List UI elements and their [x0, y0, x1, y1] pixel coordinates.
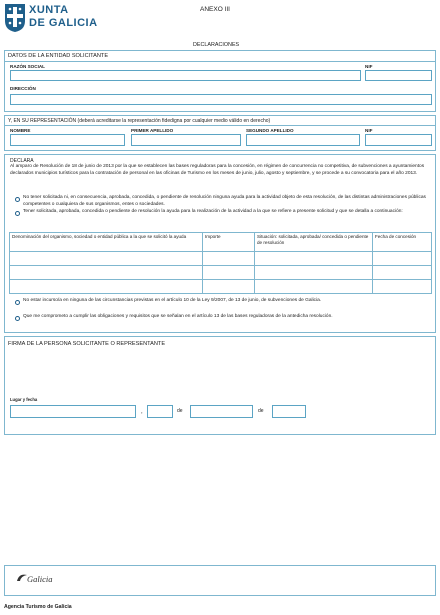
- option-2-radio[interactable]: [15, 211, 20, 216]
- place-date-label: Lugar y fecha: [10, 397, 38, 402]
- footer-box: [4, 565, 436, 596]
- table-cell[interactable]: [203, 280, 255, 294]
- table-header-cell: Situación: solicitada, aprobada/ concedida o pendiente de resolución: [255, 233, 373, 252]
- table-header-cell: Importe: [203, 233, 255, 252]
- logo-line-1: XUNTA: [29, 4, 69, 16]
- option-4-text: Que me comprometo a cumplir las obligaciones y requisitos que se señalan en el artículo 13 de las bases reguladoras de la antedicha resolución.: [23, 314, 333, 319]
- logo-line-2: DE GALICIA: [29, 17, 98, 29]
- direccion-field[interactable]: [10, 94, 432, 105]
- nombre-field[interactable]: [10, 134, 125, 146]
- table-cell[interactable]: [255, 280, 373, 294]
- entity-heading: DATOS DE LA ENTIDAD SOLICITANTE: [8, 53, 109, 59]
- table-header-cell: Denominación del organismo, sociedad o entidad pública a la que se solicitó la ayuda: [10, 233, 203, 252]
- table-header-row: [10, 233, 432, 252]
- table-cell[interactable]: [255, 252, 373, 266]
- table-cell[interactable]: [373, 252, 432, 266]
- nombre-label: NOMBRE: [10, 128, 31, 133]
- agency-name: Agencia Turismo de Galicia: [4, 604, 72, 610]
- galicia-logo: Galicia: [27, 574, 53, 584]
- representative-heading: Y, EN SU REPRESENTACIÓN (deberá acreditarse la representación fidedigna por cualquier medio válido en derecho): [8, 118, 271, 124]
- option-3-radio[interactable]: [15, 300, 20, 305]
- table-cell[interactable]: [373, 280, 432, 294]
- signature-heading: FIRMA DE LA PERSONA SOLICITANTE O REPRESENTANTE: [8, 341, 166, 347]
- nif-label: NIF: [365, 64, 373, 69]
- day-field[interactable]: [147, 405, 173, 418]
- de-label-1: de: [177, 408, 183, 414]
- nif-field[interactable]: [365, 70, 432, 81]
- de-label-2: de: [258, 408, 264, 414]
- month-field[interactable]: [190, 405, 253, 418]
- divider: [5, 125, 435, 126]
- option-4-radio[interactable]: [15, 316, 20, 321]
- page-title: DECLARACIONES: [193, 42, 240, 48]
- option-1-radio[interactable]: [15, 197, 20, 202]
- rep-nif-label: NIF: [365, 128, 373, 133]
- segundo-apellido-field[interactable]: [246, 134, 360, 146]
- declara-heading: DECLARA: [10, 158, 34, 164]
- table-cell[interactable]: [255, 266, 373, 280]
- table-cell[interactable]: [10, 280, 203, 294]
- razon-social-field[interactable]: [10, 70, 361, 81]
- divider: [5, 61, 435, 62]
- annex-label: ANEXO III: [200, 6, 230, 13]
- table-row[interactable]: [10, 252, 432, 266]
- declara-intro: Al amparo de Resolución de 18 de junio de 2013 por la que se establecen las bases reguladoras para la concesión, en régimen de concurrencia no competitiva, de subvenciones a ayuntamientos declarados municipios turísticos para la contratación de personal en las oficinas de Turismo en los meses de junio, julio, agosto y septiembre, y se procede a su convocatoria para el año 2013.: [10, 164, 425, 176]
- comma-separator: ,: [141, 409, 143, 415]
- table-cell[interactable]: [203, 266, 255, 280]
- table-header-cell: Fecha de concesión: [373, 233, 432, 252]
- table-cell[interactable]: [203, 252, 255, 266]
- table-cell[interactable]: [373, 266, 432, 280]
- option-3-text: No estar incurso/a en ninguna de las circunstancias previstas en el artículo 10 de la Ley 9/2007, de 13 de junio, de subvenciones de Galicia.: [23, 298, 322, 303]
- primer-apellido-field[interactable]: [131, 134, 241, 146]
- signature-section: [4, 336, 436, 435]
- entity-section: [4, 50, 436, 112]
- table-row[interactable]: [10, 280, 432, 294]
- aids-table: [9, 232, 432, 294]
- xunta-shield-icon: [4, 3, 26, 33]
- option-1-text: No tener solicitada ni, en consecuencia, aprobada, concedida, o pendiente de resolución ninguna ayuda para la actividad objeto de esta resolución, de las distintas administraciones públicas competentes o cualquiera de sus organismos, entes o sociedades.: [23, 195, 426, 207]
- place-field[interactable]: [10, 405, 136, 418]
- table-row[interactable]: [10, 266, 432, 280]
- representative-section: [4, 115, 436, 151]
- segundo-apellido-label: SEGUNDO APELLIDO: [246, 128, 294, 133]
- table-cell[interactable]: [10, 266, 203, 280]
- declara-section: [4, 154, 436, 333]
- rep-nif-field[interactable]: [365, 134, 432, 146]
- option-2-text: Tener solicitada, aprobada, concedida o pendiente de resolución la ayuda para la realización de la actividad a la que se refiere a presente solicitud y que se detalla a continuación:: [23, 209, 403, 214]
- primer-apellido-label: PRIMER APELLIDO: [131, 128, 174, 133]
- year-field[interactable]: [272, 405, 306, 418]
- direccion-label: DIRECCIÓN: [10, 86, 36, 91]
- xunta-logo: [4, 3, 104, 33]
- table-cell[interactable]: [10, 252, 203, 266]
- razon-social-label: RAZÓN SOCIAL: [10, 64, 45, 69]
